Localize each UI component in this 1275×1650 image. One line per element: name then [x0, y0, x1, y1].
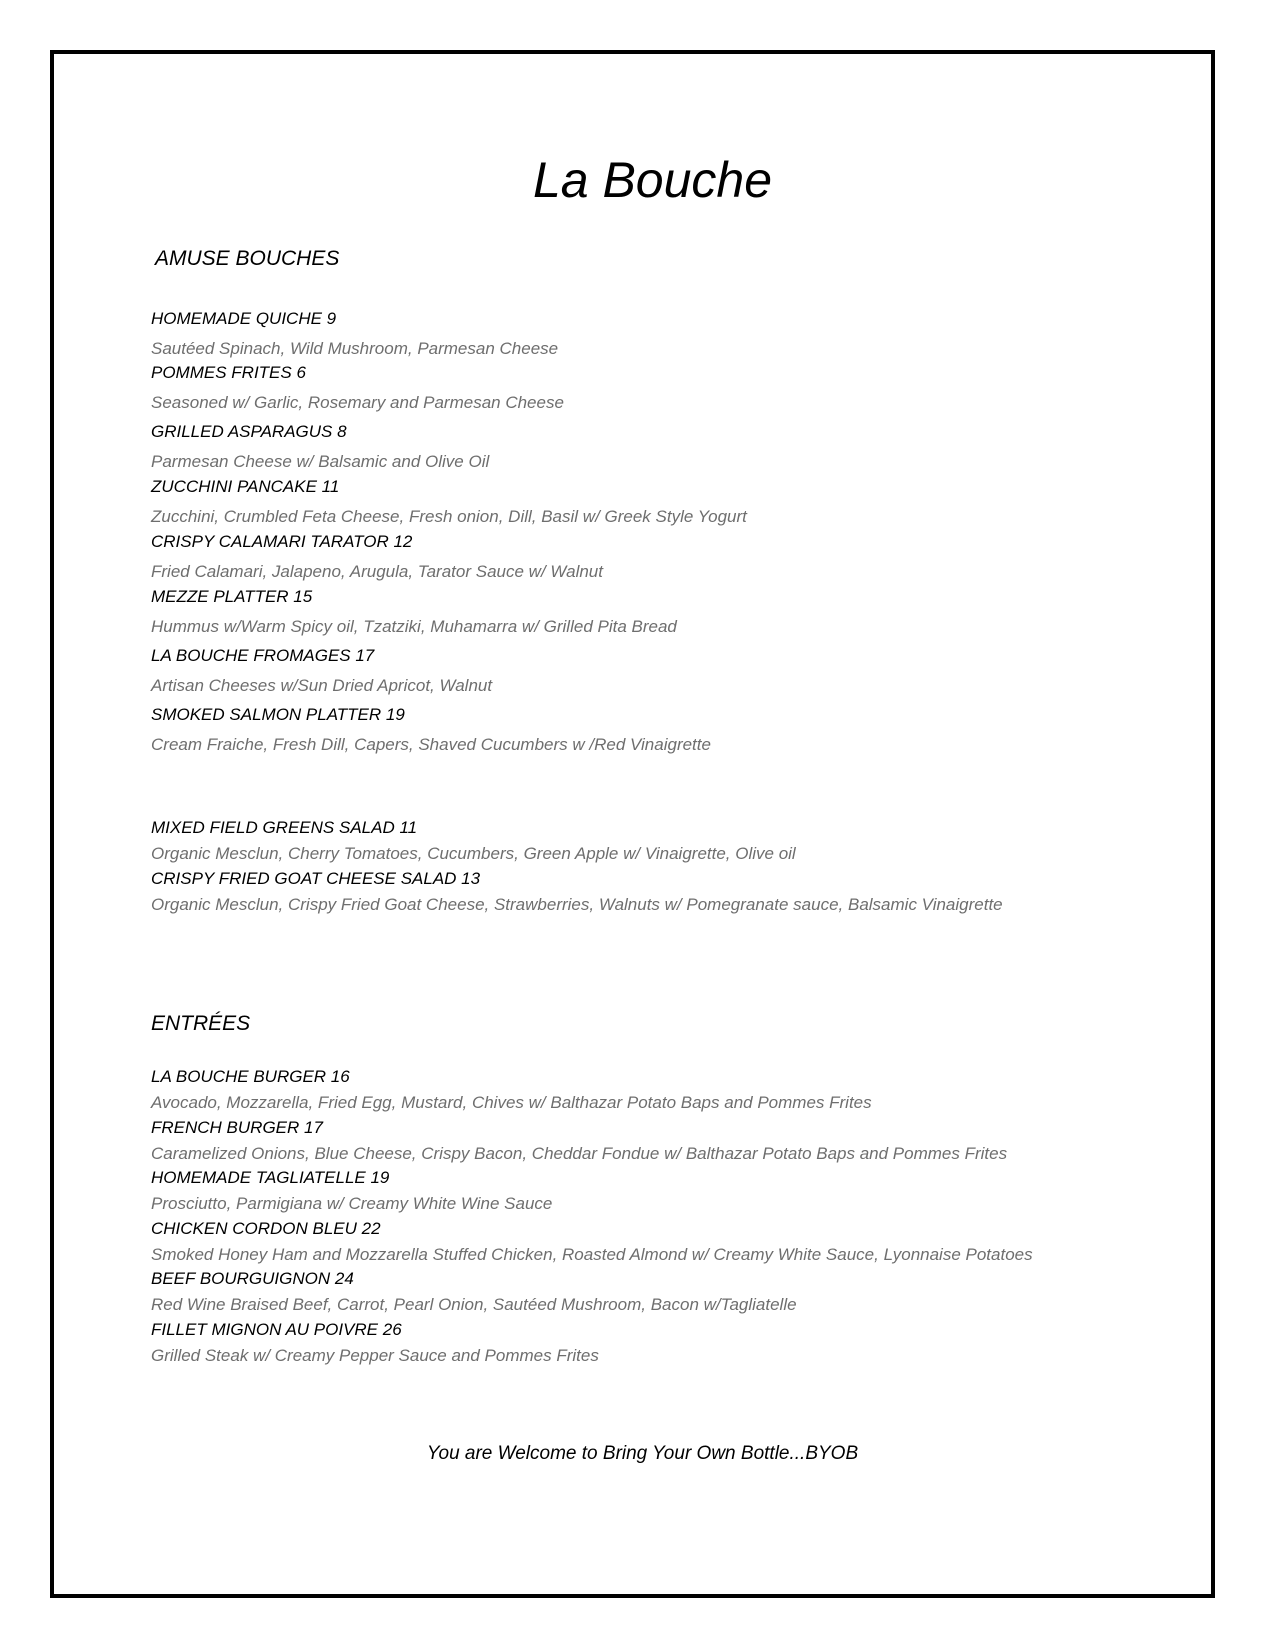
menu-item-description: Caramelized Onions, Blue Cheese, Crispy Bacon, Cheddar Fondue w/ Balthazar Potato Baps and Pommes Frites	[151, 1144, 1008, 1163]
menu-item-name: HOMEMADE QUICHE 9	[151, 309, 337, 328]
menu-item-name: CHICKEN CORDON BLEU 22	[151, 1219, 381, 1238]
section-heading-entrees: ENTRÉES	[151, 1012, 251, 1035]
section-heading-amuse-bouches: AMUSE BOUCHES	[155, 247, 340, 270]
menu-item-name: SMOKED SALMON PLATTER 19	[151, 705, 405, 724]
menu-item-description: Red Wine Braised Beef, Carrot, Pearl Onion, Sautéed Mushroom, Bacon w/Tagliatelle	[151, 1295, 797, 1314]
menu-item-description: Prosciutto, Parmigiana w/ Creamy White Wine Sauce	[151, 1194, 553, 1213]
menu-item-description: Artisan Cheeses w/Sun Dried Apricot, Walnut	[151, 676, 493, 695]
menu-item-name: GRILLED ASPARAGUS 8	[151, 422, 347, 441]
menu-item-description: Organic Mesclun, Crispy Fried Goat Cheese, Strawberries, Walnuts w/ Pomegranate sauce, Balsamic Vinaigrette	[151, 895, 1003, 914]
menu-item-description: Hummus w/Warm Spicy oil, Tzatziki, Muhamarra w/ Grilled Pita Bread	[151, 617, 677, 636]
menu-item-description: Seasoned w/ Garlic, Rosemary and Parmesan Cheese	[151, 393, 564, 412]
menu-item-name: CRISPY CALAMARI TARATOR 12	[151, 532, 413, 551]
menu-item-description: Avocado, Mozzarella, Fried Egg, Mustard, Chives w/ Balthazar Potato Baps and Pommes Frites	[151, 1093, 872, 1112]
byob-note: You are Welcome to Bring Your Own Bottle...BYOB	[426, 1443, 859, 1464]
menu-item-name: MIXED FIELD GREENS SALAD 11	[151, 818, 418, 837]
menu-item-description: Parmesan Cheese w/ Balsamic and Olive Oil	[151, 452, 490, 471]
menu-item-name: HOMEMADE TAGLIATELLE 19	[151, 1168, 390, 1187]
menu-item-name: ZUCCHINI PANCAKE 11	[151, 477, 340, 496]
menu-item-description: Zucchini, Crumbled Feta Cheese, Fresh onion, Dill, Basil w/ Greek Style Yogurt	[151, 507, 747, 526]
menu-item-description: Grilled Steak w/ Creamy Pepper Sauce and Pommes Frites	[151, 1346, 599, 1365]
menu-item-description: Cream Fraiche, Fresh Dill, Capers, Shaved Cucumbers w /Red Vinaigrette	[151, 735, 711, 754]
menu-item-name: POMMES FRITES 6	[151, 363, 306, 382]
menu-item-name: LA BOUCHE FROMAGES 17	[151, 646, 375, 665]
menu-item-name: FRENCH BURGER 17	[151, 1118, 323, 1137]
menu-item-name: FILLET MIGNON AU POIVRE 26	[151, 1320, 402, 1339]
menu-item-description: Smoked Honey Ham and Mozzarella Stuffed Chicken, Roasted Almond w/ Creamy White Sauce, Lyonnaise Potatoes	[151, 1245, 1033, 1264]
menu-item-name: LA BOUCHE BURGER 16	[151, 1067, 350, 1086]
menu-item-description: Sautéed Spinach, Wild Mushroom, Parmesan Cheese	[151, 339, 559, 358]
restaurant-title: La Bouche	[532, 152, 773, 208]
menu-item-description: Organic Mesclun, Cherry Tomatoes, Cucumbers, Green Apple w/ Vinaigrette, Olive oil	[151, 844, 796, 863]
menu-item-name: MEZZE PLATTER 15	[151, 587, 313, 606]
menu-item-name: CRISPY FRIED GOAT CHEESE SALAD 13	[151, 869, 481, 888]
menu-item-description: Fried Calamari, Jalapeno, Arugula, Tarator Sauce w/ Walnut	[151, 562, 603, 581]
menu-item-name: BEEF BOURGUIGNON 24	[151, 1269, 354, 1288]
